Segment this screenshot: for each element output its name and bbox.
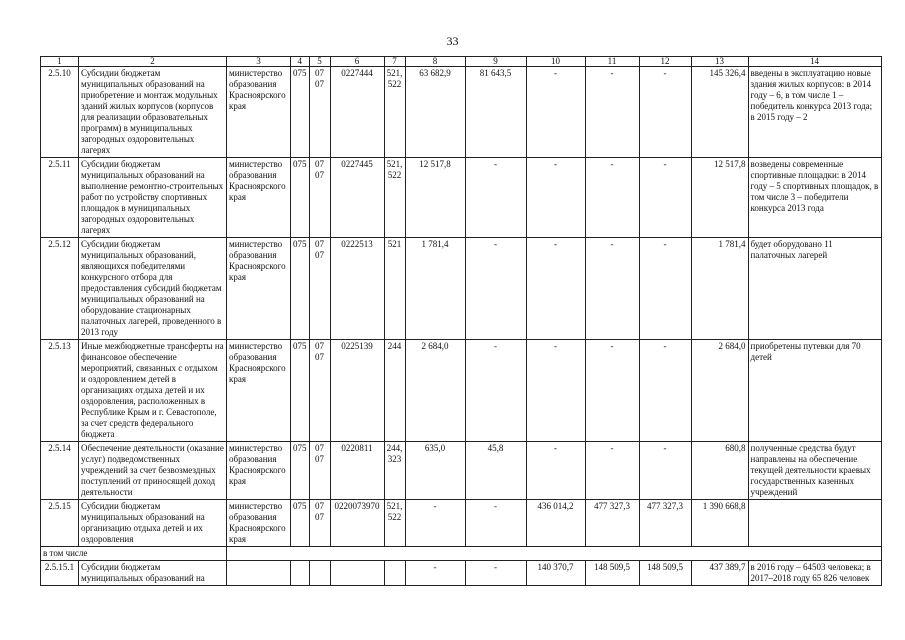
table-row: [41, 238, 882, 340]
cell-c8: -: [405, 500, 465, 547]
cell-c11: -: [585, 238, 639, 340]
budget-table: [40, 56, 882, 586]
column-number-row: [41, 57, 882, 67]
row-ministry: министерство образования Красноярского края: [227, 442, 291, 500]
column-number: 14: [748, 57, 881, 67]
table-row: [41, 67, 882, 158]
row-result: возведены современные спортивные площадки: в 2014 году – 5 спортивных площадок, в том числе 3 – победители конкурса 2013 года: [748, 158, 881, 238]
row-name: Субсидии бюджетам муниципальных образований на выполнение ремонтно-строительных работ по устройству спортивных площадок в муниципальных загородных оздоровительных лагерях: [79, 158, 227, 238]
column-number: 10: [526, 57, 585, 67]
row-result: в 2016 году – 64503 человека; в 2017–2018 году 65 826 человек: [748, 561, 881, 586]
cell-c6: 0220073970: [330, 500, 384, 547]
row-name: Субсидии бюджетам муниципальных образований на организацию отдыха детей и их оздоровления: [79, 500, 227, 547]
cell-c5: [309, 561, 330, 586]
table-row: [41, 500, 882, 547]
table-row: [41, 561, 882, 586]
row-ministry: [227, 561, 291, 586]
cell-c9: -: [465, 158, 526, 238]
cell-c9: -: [465, 238, 526, 340]
column-number: 6: [330, 57, 384, 67]
row-number: 2.5.15: [41, 500, 79, 547]
subheader-filler: [227, 547, 882, 561]
cell-c5: 07 07: [309, 158, 330, 238]
cell-c8: 2 684,0: [405, 340, 465, 442]
cell-c10: -: [526, 67, 585, 158]
cell-c10: -: [526, 340, 585, 442]
cell-c10: -: [526, 442, 585, 500]
column-number: 11: [585, 57, 639, 67]
cell-c8: 1 781,4: [405, 238, 465, 340]
row-ministry: министерство образования Красноярского края: [227, 238, 291, 340]
cell-c12: 148 509,5: [639, 561, 691, 586]
row-result: приобретены путевки для 70 детей: [748, 340, 881, 442]
table-row: [41, 442, 882, 500]
cell-c4: 075: [291, 158, 310, 238]
cell-c12: -: [639, 340, 691, 442]
cell-c4: 075: [291, 67, 310, 158]
cell-c6: 0220811: [330, 442, 384, 500]
cell-c11: 148 509,5: [585, 561, 639, 586]
cell-c11: -: [585, 158, 639, 238]
cell-c13: 680,8: [691, 442, 748, 500]
cell-c7: 244: [384, 340, 405, 442]
cell-c4: 075: [291, 442, 310, 500]
cell-c7: 521: [384, 238, 405, 340]
cell-c7: [384, 561, 405, 586]
cell-c7: 521, 522: [384, 67, 405, 158]
cell-c7: 244, 323: [384, 442, 405, 500]
cell-c12: -: [639, 238, 691, 340]
cell-c5: 07 07: [309, 238, 330, 340]
cell-c5: 07 07: [309, 500, 330, 547]
page-number: 33: [446, 34, 459, 48]
table-row: [41, 158, 882, 238]
row-number: 2.5.13: [41, 340, 79, 442]
cell-c11: -: [585, 442, 639, 500]
column-number: 13: [691, 57, 748, 67]
row-number: 2.5.15.1: [41, 561, 79, 586]
column-number: 2: [79, 57, 227, 67]
cell-c6: 0222513: [330, 238, 384, 340]
cell-c13: 12 517,8: [691, 158, 748, 238]
cell-c11: -: [585, 67, 639, 158]
cell-c9: 81 643,5: [465, 67, 526, 158]
row-ministry: министерство образования Красноярского края: [227, 340, 291, 442]
column-number: 1: [41, 57, 79, 67]
row-result: [748, 500, 881, 547]
cell-c4: 075: [291, 238, 310, 340]
row-result: введены в эксплуатацию новые здания жилых корпусов: в 2014 году – 6, в том числе 1 – победитель конкурса 2013 года; в 2015 году – 2: [748, 67, 881, 158]
cell-c9: -: [465, 500, 526, 547]
cell-c6: [330, 561, 384, 586]
row-number: 2.5.10: [41, 67, 79, 158]
cell-c9: 45,8: [465, 442, 526, 500]
cell-c11: 477 327,3: [585, 500, 639, 547]
cell-c13: 437 389,7: [691, 561, 748, 586]
row-name: Иные межбюджетные трансферты на финансовое обеспечение мероприятий, связанных с отдыхом и оздоровлением детей в организациях отдыха детей и их оздоровления, расположенных в Республике Крым и г. Севастополе, за счет средств федерального бюджета: [79, 340, 227, 442]
cell-c4: 075: [291, 340, 310, 442]
cell-c6: 0225139: [330, 340, 384, 442]
cell-c13: 1 390 668,8: [691, 500, 748, 547]
column-number: 5: [309, 57, 330, 67]
cell-c10: -: [526, 158, 585, 238]
column-number: 9: [465, 57, 526, 67]
row-number: 2.5.14: [41, 442, 79, 500]
cell-c11: -: [585, 340, 639, 442]
cell-c7: 521, 522: [384, 158, 405, 238]
cell-c9: -: [465, 561, 526, 586]
cell-c12: -: [639, 67, 691, 158]
table-row: [41, 340, 882, 442]
cell-c8: 63 682,9: [405, 67, 465, 158]
cell-c10: -: [526, 238, 585, 340]
cell-c4: 075: [291, 500, 310, 547]
subheader-row: [41, 547, 882, 561]
column-number: 8: [405, 57, 465, 67]
row-ministry: министерство образования Красноярского края: [227, 67, 291, 158]
cell-c10: 140 370,7: [526, 561, 585, 586]
cell-c13: 1 781,4: [691, 238, 748, 340]
row-name: Субсидии бюджетам муниципальных образований, являющихся победителями конкурсного отбора для предоставления субсидий бюджетам муниципальных образований на оборудование стационарных палаточных лагерей, проведенного в 2013 году: [79, 238, 227, 340]
cell-c13: 2 684,0: [691, 340, 748, 442]
cell-c6: 0227445: [330, 158, 384, 238]
column-number: 12: [639, 57, 691, 67]
row-ministry: министерство образования Красноярского края: [227, 158, 291, 238]
row-number: 2.5.12: [41, 238, 79, 340]
cell-c8: 635,0: [405, 442, 465, 500]
row-name: Субсидии бюджетам муниципальных образований на приобретение и монтаж модульных зданий жилых корпусов (корпусов для реализации образовательных программ) в муниципальных загородных оздоровительных лагерях: [79, 67, 227, 158]
subheader-label: в том числе: [41, 547, 227, 561]
row-result: будет оборудовано 11 палаточных лагерей: [748, 238, 881, 340]
cell-c9: -: [465, 340, 526, 442]
row-ministry: министерство образования Красноярского края: [227, 500, 291, 547]
column-number: 7: [384, 57, 405, 67]
cell-c6: 0227444: [330, 67, 384, 158]
cell-c7: 521, 522: [384, 500, 405, 547]
row-number: 2.5.11: [41, 158, 79, 238]
column-number: 4: [291, 57, 310, 67]
cell-c5: 07 07: [309, 67, 330, 158]
cell-c4: [291, 561, 310, 586]
cell-c8: 12 517,8: [405, 158, 465, 238]
cell-c8: -: [405, 561, 465, 586]
cell-c12: 477 327,3: [639, 500, 691, 547]
cell-c10: 436 014,2: [526, 500, 585, 547]
cell-c12: -: [639, 442, 691, 500]
cell-c5: 07 07: [309, 442, 330, 500]
row-name: Субсидии бюджетам муниципальных образований на: [79, 561, 227, 586]
row-result: полученные средства будут направлены на обеспечение текущей деятельности краевых государственных казенных учреждений: [748, 442, 881, 500]
cell-c12: -: [639, 158, 691, 238]
cell-c13: 145 326,4: [691, 67, 748, 158]
cell-c5: 07 07: [309, 340, 330, 442]
row-name: Обеспечение деятельности (оказание услуг) подведомственных учреждений за счет безвозмездных поступлений от приносящей доход деятельности: [79, 442, 227, 500]
column-number: 3: [227, 57, 291, 67]
